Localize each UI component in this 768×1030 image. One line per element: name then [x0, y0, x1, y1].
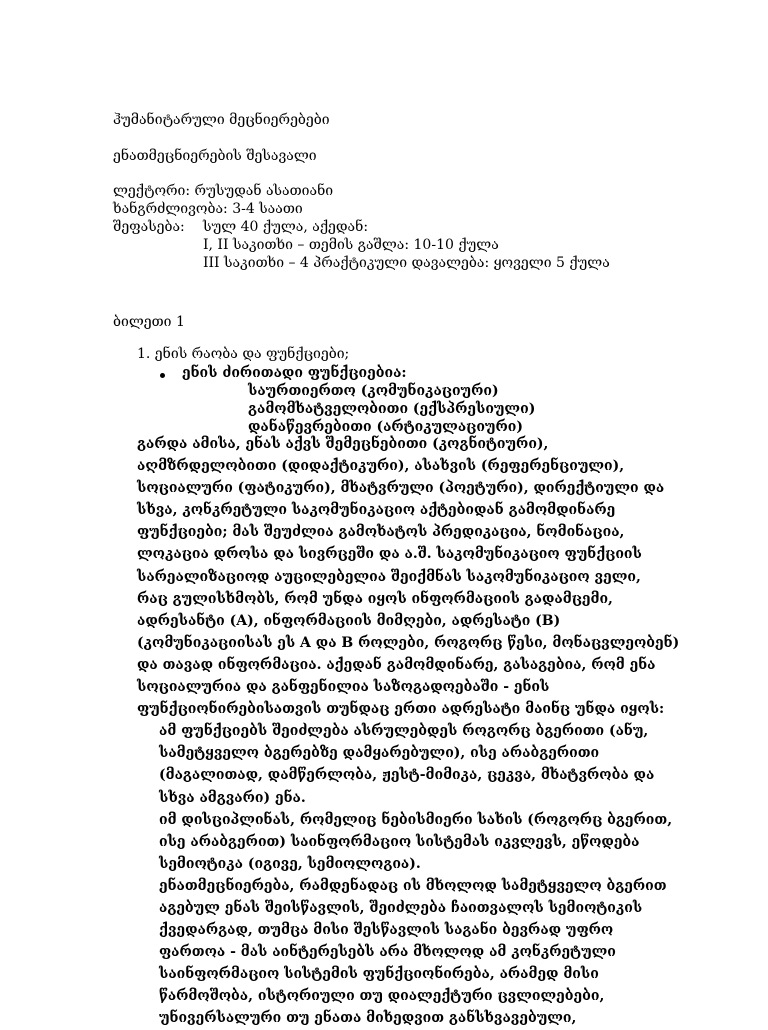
- function-item: დანაწევრებითი (არტიკულაციური): [248, 419, 523, 435]
- paragraph-line: ფუნქციონირებისათვის თუნდაც ერთი ადრესატი მაინც უნდა იყოს:: [137, 701, 665, 718]
- paragraph-line: რაც გულისხმობს, რომ უნდა იყოს ინფორმაციის გადამცემი,: [137, 590, 613, 607]
- indented-line: აგებულ ენას შეისწავლის, შეიძლება ჩაითვალოს სემიოტიკის: [159, 899, 643, 916]
- indented-line: უნივერსალური თუ ენათა მიხედვით განსხვავებული,: [159, 1010, 577, 1027]
- indented-line: ფართოა - მას აინტერესებს არა მხოლოდ ამ კონკრეტული: [159, 944, 616, 961]
- question-item-1: 1. ენის რაობა და ფუნქციები;: [137, 346, 350, 362]
- paragraph-line: (კომუნიკაციისას ეს A და B როლები, როგორც წესი, მონაცვლეობენ): [137, 634, 680, 651]
- paragraph-line: ფუნქციები; მას შეუძლია გამოხატოს პრედიკაცია, ნომინაცია,: [137, 524, 625, 541]
- duration-line: ხანგრძლივობა: 3-4 საათი: [113, 201, 303, 217]
- body-paragraph: [137, 433, 680, 1030]
- paragraph-line: და თავად ინფორმაცია. აქედან გამომდინარე, გასაგებია, რომ ენა: [137, 656, 656, 673]
- indented-line: ქვედარგად, თუმცა მისი შესწავლის საგანი ბევრად უფრო: [159, 922, 614, 939]
- bullet-icon: [160, 373, 165, 378]
- grading-label: შეფასება:: [113, 219, 185, 235]
- indented-line: იმ დისციპლინას, რომელიც ნებისმიერი სახის (როგორც ბგერით,: [159, 811, 673, 828]
- lecturer-line: ლექტორი: რუსუდან ასათიანი: [113, 183, 334, 199]
- bullet-heading: ენის ძირითადი ფუნქციებია:: [182, 365, 407, 381]
- grading-line-2: III საკითხი – 4 პრაქტიკული დავალება: ყოველი 5 ქულა: [203, 255, 610, 271]
- indented-line: ენათმეცნიერება, რამდენადაც ის მხოლოდ სამეტყველო ბგერით: [159, 877, 667, 894]
- grading-total: სულ 40 ქულა, აქედან:: [203, 219, 369, 235]
- indented-line: სხვა ამგვარი) ენა.: [159, 789, 306, 806]
- paragraph-line: სოციალური (ფატიკური), მხატვრული (პოეტური), დირექტიული და: [137, 480, 665, 497]
- ticket-title: ბილეთი 1: [113, 314, 185, 330]
- paragraph-line: სარეალიზაციოდ აუცილებელია შეიქმნას საკომუნიკაციო ველი,: [137, 568, 641, 585]
- indented-line: (მაგალითად, დამწერლობა, ჟესტ-მიმიკა, ცეკვა, მხატვრობა და: [159, 767, 655, 784]
- paragraph-line: ლოკაცია დროსა და სივრცეში და ა.შ. საკომუნიკაციო ფუნქციის: [137, 546, 642, 563]
- indented-line: სემიოტიკა (იგივე, სემიოლოგია).: [159, 855, 421, 872]
- paragraph-line: სხვა, კონკრეტული საკომუნიკაციო აქტებიდან გამომდინარე: [137, 502, 616, 519]
- function-item: საურთიერთო (კომუნიკაციური): [248, 383, 499, 399]
- paragraph-line: გარდა ამისა, ენას აქვს შემეცნებითი (კოგნიტიური),: [137, 436, 549, 452]
- indented-line: სამეტყველო ბგერებზე დამყარებული), ისე არაბგერითი: [159, 745, 600, 762]
- course-area-heading: ჰუმანიტარული მეცნიერებები: [113, 112, 330, 128]
- indented-line: საინფორმაციო სისტემის ფუნქციონირება, არამედ მისი: [159, 966, 599, 983]
- paragraph-line: აღმზრდელობითი (დიდაქტიკური), ასახვის (რეფერენციული),: [137, 458, 625, 475]
- indented-line: ისე არაბგერით) საინფორმაციო სისტემას იკვლევს, ეწოდება: [159, 833, 640, 850]
- paragraph-line: ადრესანტი (A), ინფორმაციის მიმღები, ადრესატი (B): [137, 612, 561, 629]
- indented-line: ამ ფუნქციებს შეიძლება ასრულებდეს როგორც ბგერითი (ანუ,: [159, 723, 649, 740]
- grading-line-1: I, II საკითხი – თემის გაშლა: 10-10 ქულა: [203, 237, 499, 253]
- paragraph-line: სოციალურია და განფენილია საზოგადოებაში - ენის: [137, 679, 550, 696]
- function-item: გამომხატველობითი (ექსპრესიული): [248, 401, 536, 417]
- course-title: ენათმეცნიერების შესავალი: [113, 148, 317, 164]
- indented-line: წარმოშობა, ისტორიული თუ დიალექტური ცვლილებები,: [159, 988, 605, 1005]
